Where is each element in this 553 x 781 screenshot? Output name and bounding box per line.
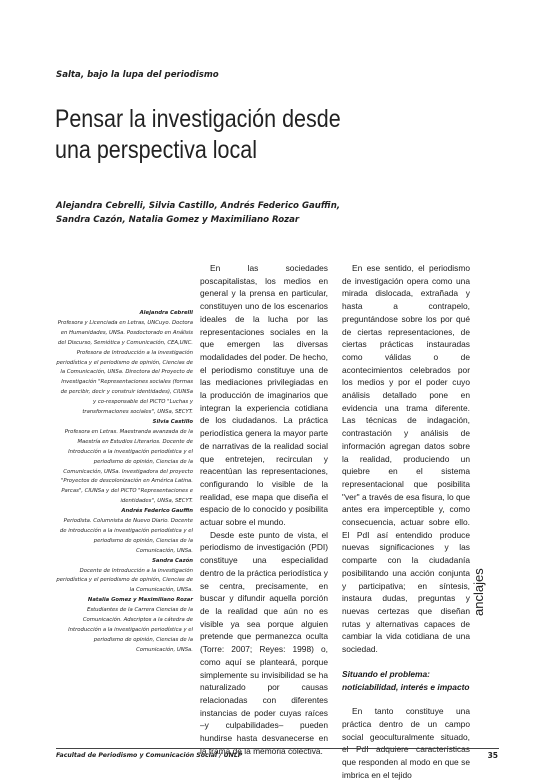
title-line-2: una perspectiva local — [55, 136, 257, 164]
section-heading: Situando el problema: noticiabilidad, interés e impacto — [342, 668, 470, 692]
journal-section-tab: anclajes — [471, 568, 486, 616]
bio-name: Alejandra Cebrelli — [139, 310, 193, 316]
bio-name: Silvia Castillo — [152, 418, 193, 425]
authors-line-2: Sandra Cazón, Natalia Gomez y Maximiliano Rozar — [56, 215, 300, 225]
article-title — [55, 104, 347, 166]
authors — [56, 199, 356, 227]
bio-cazon — [56, 557, 193, 597]
bio-text: Estudiantes de la Carrera Ciencias de la Comunicación. Adscriptos a la cátedra de Introducción a la investigación periodística y el periodismo de opinión, Ciencias de la Comunicación, UNSa. — [68, 607, 193, 653]
title-line-1: Pensar la investigación desde — [55, 105, 341, 133]
footer-divider — [56, 748, 499, 749]
body-column-1 — [200, 262, 328, 757]
bio-castillo — [56, 418, 193, 507]
bio-text: Docente de Introducción a la investigación periodística y el periodismo de opinión, Ciencias de la Comunicación, UNSa. — [56, 567, 193, 594]
footer-publisher: Facultad de Periodismo y Comunicación Social / UNLP — [56, 752, 243, 759]
bio-text: Periodista. Columnista de Nuevo Diario. Docente de introducción a la investigación periodística y el periodismo de opinión, Ciencias de la Comunicación, UNSa. — [59, 518, 193, 554]
section-label: Salta, bajo la lupa del periodismo — [56, 70, 219, 80]
body-column-2 — [342, 262, 470, 781]
bio-text: Profesora en Letras. Maestranda avanzada de la Maestría en Estudios Literarios. Docente de Introducción a la investigación periodística y el periodismo de opinión, Ciencias de la Comunicación, UNSa. Investigadora del proyecto "Proyectos de descolonización en América Latina. Parcas", CIUNSa y del PICTO "Representaciones e identidades", UNSa, SECYT. — [60, 428, 193, 505]
page-number: 35 — [487, 751, 498, 760]
paragraph: En tanto constituye una práctica dentro de un campo social geoculturalmente situado, el PdI adquiere características que responden al modo en que se imbrica en el tejido — [342, 706, 470, 780]
bio-cebrelli — [56, 309, 193, 418]
bio-gomez-rozar — [56, 596, 193, 655]
paragraph: Desde este punto de vista, el periodismo de investigación (PDI) constituye una especialidad dentro de la práctica periodística y se centra, precisamente, en buscar y difundir aquella porción de la realidad que aún no es visible ya sea porque alguien pretende que permanezca oculta (Torre: 2007; Reyes: 1998) o, como aquí se planteará, porque simplemente su invisibilidad se ha naturalizado por causas relacionadas con diferentes instancias de poder cuyas raíces –y culpabilidades– pueden hundirse hasta desvanecerse en la trama de la memoria colectiva. — [200, 529, 328, 756]
bio-text: Profesora y Licenciada en Letras, UNCuyo. Doctora en Humanidades, UNSa. Posdoctorado en Análisis del Discurso, Semiótica y Comunicación, CEA,UNC. Profesora de Introducción a la investigación periodística y el periodismo de opinión, Ciencias de la Comunicación, UNSa. Directora del Proyecto de Investigación "Representaciones sociales (formas de percibir, decir y construir identidades), CIUNSa y co-responsable del PICTO "Luchas y transformaciones sociales", UNSa, SECYT. — [56, 319, 193, 416]
paragraph: En ese sentido, el periodismo de investigación opera como una mirada dislocada, extrañada y hasta a contrapelo, preguntándose sobre los por qué de ciertas representaciones, de ciertas prácticas instauradas como válidas o de acontecimientos celebrados por los medios y por el poder cuyo análisis detallado pone en evidencia una trama diferente. Las técnicas de indagación, contrastación y análisis de información agregan datos sobre la realidad, produciendo un quiebre en el sistema representacional que posibilita "ver" a través de esa fisura, lo que antes era imperceptible y, como consecuencia, actuar sobre ello. El PdI así entendido produce nuevas significaciones y las comparte con la ciudadanía posibilitando una acción conjunta y participativa; en síntesis, instaura dudas, preguntas y nuevas certezas que diseñan rutas y alternativas capaces de cambiar la vida cotidiana de una sociedad. — [342, 263, 470, 655]
bio-gauffin — [56, 507, 193, 557]
author-bios — [56, 309, 193, 656]
bio-name: Natalia Gomez y Maximiliano Rozar — [87, 597, 193, 604]
bio-name: Sandra Cazón — [152, 557, 193, 564]
paragraph: En las sociedades poscapitalistas, los medios en general y la prensa en particular, constituyen uno de los escenarios ideales de la lucha por las representaciones sociales en la que emergen las diversas modalidades del poder. De hecho, el periodismo constituye una de las mediaciones privilegiadas en la producción de imaginarios que integran la experiencia cotidiana de los ciudadanos. La práctica periodística genera la mayor parte de narrativas de la realidad social que entretejen, recirculan y reacentúan las representaciones, configurando lo visible de la realidad, ese mapa que diseña el espacio de lo conocido y posibilita actuar sobre el mundo. — [200, 263, 328, 528]
bio-name: Andrés Federico Gauffin — [121, 508, 193, 515]
authors-line-1: Alejandra Cebrelli, Silvia Castillo, Andrés Federico Gauffin, — [56, 201, 341, 211]
